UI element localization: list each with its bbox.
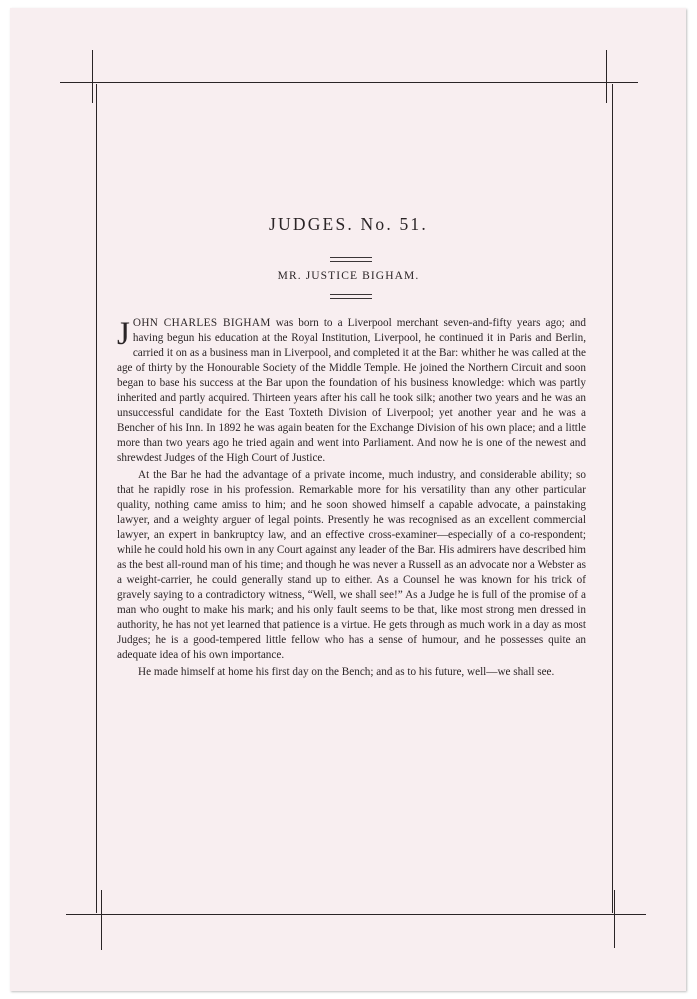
article-subtitle: MR. JUSTICE BIGHAM. xyxy=(277,270,420,282)
paragraph-text: was born to a Liverpool merchant seven-and-fifty years ago; and having begun his education at the Royal Institution, Liverpool, he continued it in Paris and Berlin, carried it on as a business man in Liverpool, and completed it at the Bar: whither he was called at the age of thirty by the Honourable Society of the Middle Temple. He joined the Northern Circuit and soon began to base his success at the Bar upon the foundation of his business knowledge: which was partly inherited and partly acquired. Thirteen years after his call he took silk; another two years and he was an unsuccessful candidate for the East Toxteth Division of Liverpool; yet another year and he was a Bencher of his Inn. In 1892 he was again beaten for the Exchange Division of his own place; and a little more than two years ago he tried again and went into Parliament. And now he is one of the newest and shrewdest Judges of the High Court of Justice. xyxy=(117,317,586,464)
right-border-rule xyxy=(612,84,613,913)
subtitle-separator xyxy=(330,294,372,299)
lead-words: OHN CHARLES BIGHAM xyxy=(132,317,271,329)
right-border-rule xyxy=(614,890,615,948)
paragraph xyxy=(117,316,586,466)
left-border-rule xyxy=(96,84,97,913)
left-border-rule xyxy=(92,50,93,103)
paragraph: At the Bar he had the advantage of a private income, much industry, and considerable ability; so that he rapidly rose in his profession. Remarkable more for his versatility than any other particular quality, nothing came amiss to him; and he soon showed himself a capable advocate, a painstaking lawyer, and a weighty arguer of legal points. Presently he was recognised as an excellent commercial lawyer, an expert in bankruptcy law, and an effective cross-examiner—especially of a co-respondent; while he could hold his own in any Court against any leader of the Bar. His admirers have described him as the best all-round man of his time; and though he was never a Russell as an advocate nor a Webster as a weight-carrier, he could generally stand up to either. As a Counsel he was known for his trick of gravely saying to a contradictory witness, “Well, we shall see!” As a Judge he is full of the promise of a man who ought to make his mark; and his only fault seems to be that, like most strong men dressed in authority, he has not yet learned that patience is a virtue. He gets through as much work in a day as most Judges; he is a good-tempered little fellow who has a sense of humour, and he possesses quite an adequate idea of his own importance. xyxy=(117,469,586,661)
bottom-border-rule xyxy=(66,914,646,915)
left-border-rule xyxy=(101,890,102,950)
paragraph: He made himself at home his first day on the Bench; and as to his future, well—we shall see. xyxy=(138,666,555,678)
article-body xyxy=(117,316,586,680)
right-border-rule xyxy=(606,50,607,103)
page-title: JUDGES. No. 51. xyxy=(269,214,428,234)
title-separator xyxy=(330,257,372,262)
top-border-rule xyxy=(60,82,638,83)
drop-cap: J xyxy=(117,316,130,352)
